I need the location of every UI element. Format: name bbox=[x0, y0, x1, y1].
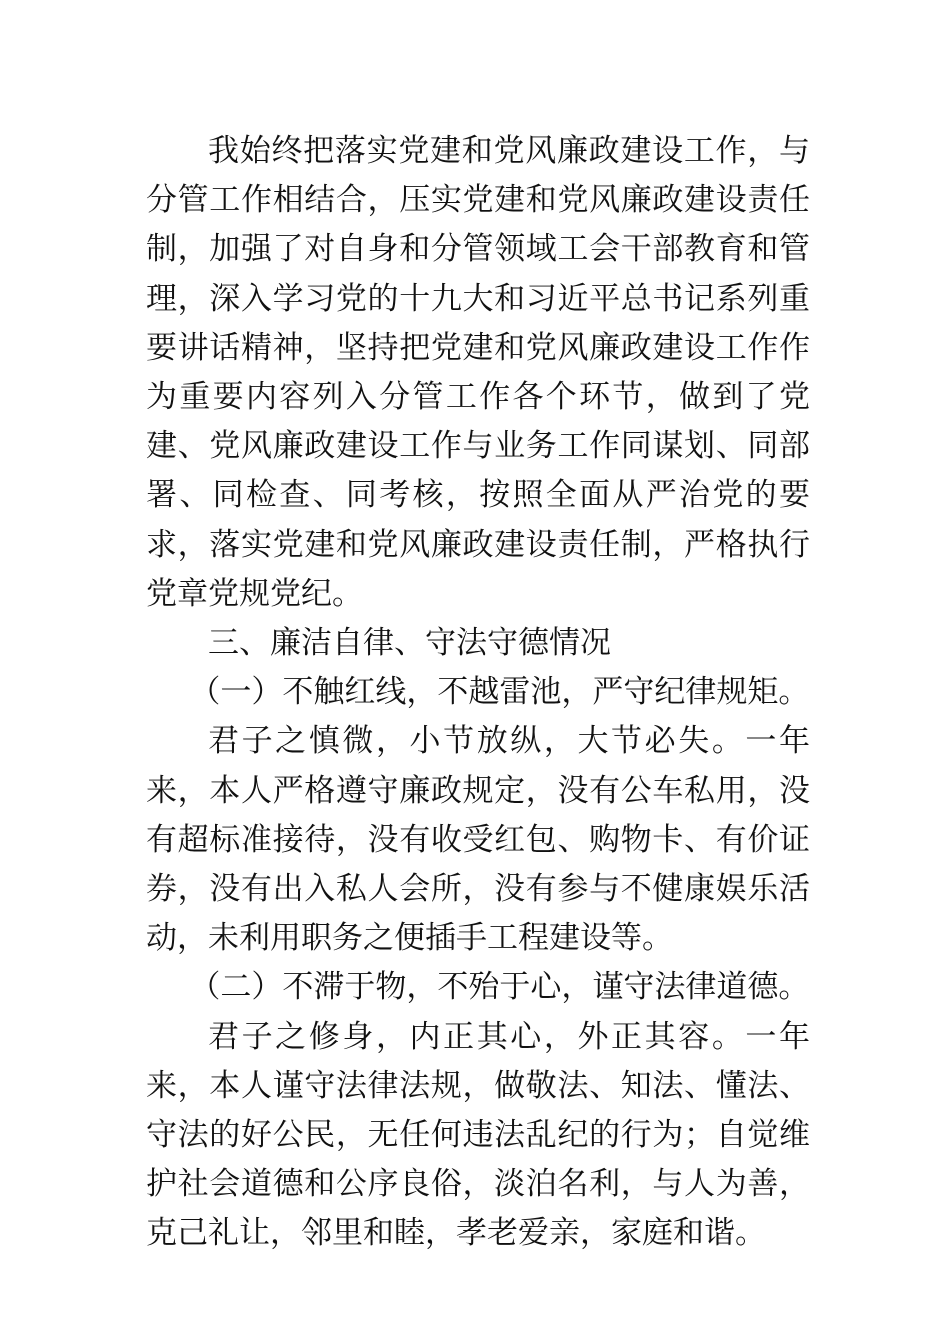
document-body bbox=[146, 127, 810, 1259]
subheading-law-morality: （二）不滞于物，不殆于心，谨守法律道德。 bbox=[189, 969, 810, 1006]
paragraph-discipline: 君子之慎微，小节放纵，大节必失。一年来，本人严格遵守廉政规定，没有公车私用，没有超标准接待，没有收受红包、购物卡、有价证券，没有出入私人会所，没有参与不健康娱乐活动，未利用职务之便插手工程建设等。 bbox=[146, 723, 810, 957]
paragraph-law-morality: 君子之修身，内正其心，外正其容。一年来，本人谨守法律法规，做敬法、知法、懂法、守法的好公民，无任何违法乱纪的行为；自觉维护社会道德和公序良俗，淡泊名利，与人为善，克己礼让，邻里和睦，孝老爱亲，家庭和谐。 bbox=[146, 1018, 810, 1252]
paragraph-party-building: 我始终把落实党建和党风廉政建设工作，与分管工作相结合，压实党建和党风廉政建设责任制，加强了对自身和分管领域工会干部教育和管理，深入学习党的十九大和习近平总书记系列重要讲话精神，坚持把党建和党风廉政建设工作作为重要内容列入分管工作各个环节，做到了党建、党风廉政建设工作与业务工作同谋划、同部署、同检查、同考核，按照全面从严治党的要求，落实党建和党风廉政建设责任制，严格执行党章党规党纪。 bbox=[146, 133, 810, 612]
subheading-discipline: （一）不触红线，不越雷池，严守纪律规矩。 bbox=[189, 674, 810, 711]
section-heading-integrity: 三、廉洁自律、守法守德情况 bbox=[208, 625, 611, 662]
